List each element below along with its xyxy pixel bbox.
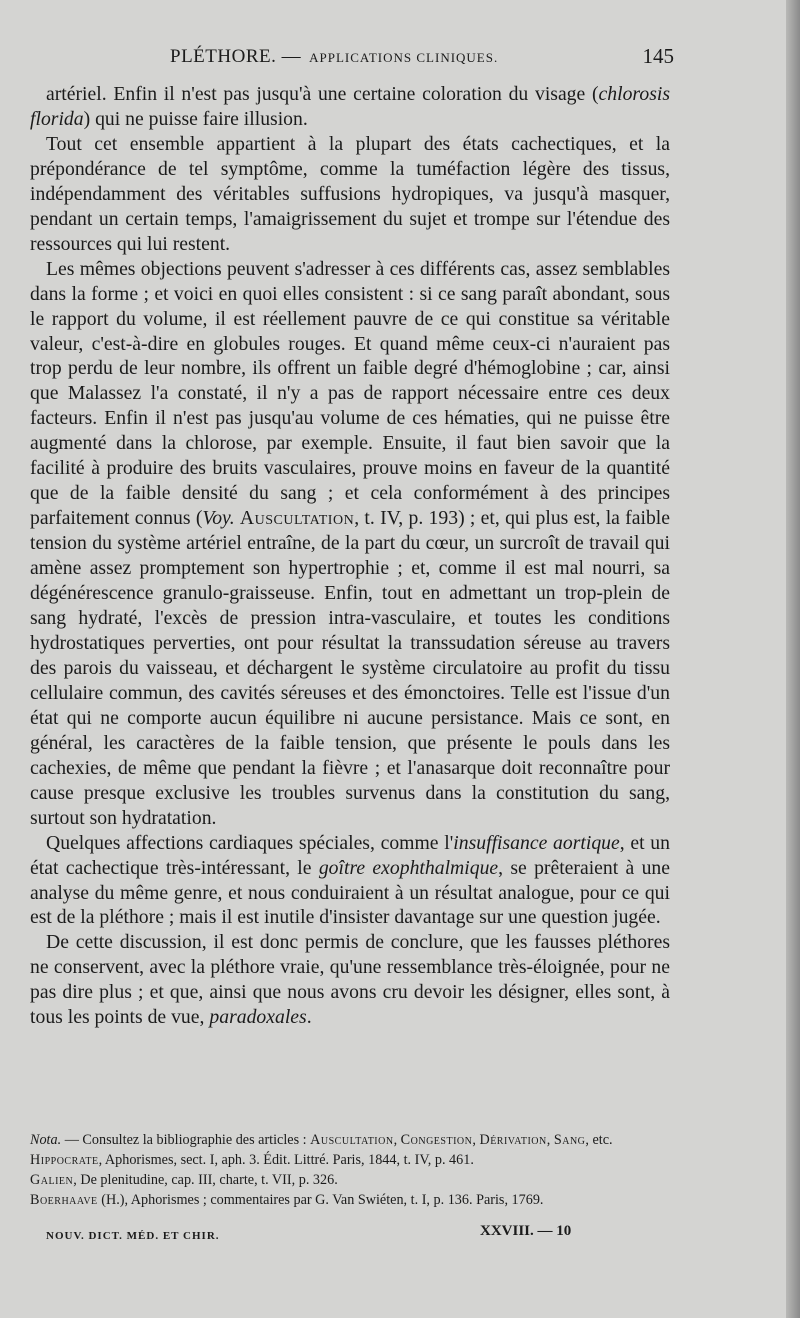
running-head [170, 46, 670, 68]
text-run: Les mêmes objections peuvent s'adresser à ces différents cas, assez semblables dans la forme ; et voici en quoi elles consistent : si ce sang paraît abondant, sous le rapport du volume, il est réellement pauvre de ce qui constitue sa véritable valeur, c'est-à-dire en globules rouges. Et quand même ceux-ci n'auraient pas trop perdu de leur nombre, ils offrent un faible degré d'hémoglobine ; car, ainsi que Malassez l'a constaté, il n'y a pas de rapport nécessaire entre ces deux facteurs. Enfin il n'est pas jusqu'au volume de ces hématies, qui ne puisse être augmenté dans la chlorose, par exemple. Ensuite, il faut bien savoir que la facilité à produire des bruits vasculaires, prouve moins en faveur de la quantité que de la faible densité du sang ; et cela conformément à des principes parfaitement connus ( [30, 257, 670, 530]
page-edge [786, 0, 800, 1318]
note-line [30, 1150, 670, 1170]
small-caps-text: Auscultation [310, 1132, 394, 1148]
paragraph [30, 930, 670, 1030]
text-run: , et un état cachectique très-intéressant, le [30, 831, 670, 879]
signature-left: NOUV. DICT. MÉD. ET CHIR. [46, 1230, 220, 1242]
text-run: , Aphorismes, sect. I, aph. 3. Édit. Littré. Paris, 1844, t. IV, p. 461. [98, 1152, 474, 1168]
running-subtitle: APPLICATIONS CLINIQUES. [309, 50, 499, 65]
bibliography-notes [30, 1130, 670, 1210]
small-caps-text: Dérivation [479, 1132, 547, 1148]
text-run: , t. VII, p. 326. [254, 1172, 338, 1188]
italic-text: goître exophthalmique [318, 856, 499, 879]
small-caps-text: Auscultation [239, 507, 355, 530]
page-number: 145 [642, 44, 674, 68]
text-run: , se prêteraient à une analyse du même genre, et nous conduiraient à un résultat analogue, pour ce qui est de la pléthore ; mais il est inutile d'insister davantage sur une question jugée. [30, 856, 670, 929]
paragraph [30, 257, 670, 831]
text-run: , [546, 1132, 554, 1148]
note-line [30, 1130, 670, 1150]
small-caps-text: Congestion [400, 1132, 473, 1148]
signature-right: XXVIII. — 10 [480, 1223, 572, 1239]
text-run: , [472, 1132, 480, 1148]
paragraph [30, 132, 670, 257]
text-run: , t. IV, p. 193) ; et, qui plus est, la faible tension du système artériel entraîne, de la part du cœur, un surcroît de travail qui amène assez promptement son hypertrophie ; et, comme il est mal nourri, sa dégénérescence granulo-graisseuse. Enfin, tout en admettant un trop-plein de sang hydraté, l'excès de pression intra-vasculaire, et toutes les conditions hydrostatiques perverties, ont pour résultat la transsudation séreuse au travers des parois du vaisseau, et déchargent le système circulatoire au profit du tissu cellulaire commun, des cavités séreuses et des émonctoires. Telle est l'issue d'un état qui ne comporte aucun équilibre ni aucune persistance. Mais ce sont, en général, les caractères de la faible tension, que présente le pouls dans les cachexies, de même que pendant la fièvre ; et l'anasarque doit reconnaître pour cause presque exclusive les troubles survenus dans la constitution du sang, surtout son hydratation. [30, 507, 670, 829]
running-title: PLÉTHORE. — [170, 46, 302, 67]
italic-text: chlorosis florida [30, 83, 670, 130]
text-run: , etc. [585, 1132, 613, 1148]
paragraph [30, 831, 670, 931]
italic-text: paradoxales [209, 1006, 307, 1029]
text-run: Tout cet ensemble appartient à la plupart des états cachectiques, et la prépondérance de tel symptôme, comme la tuméfaction légère des tissus, indépendamment des véritables suffusions hydropiques, va jusqu'à masquer, pendant un certain temps, l'amaigrissement du sujet et trompe sur l'étendue des ressources qui lui restent. [30, 132, 670, 255]
text-run: De cette discussion, il est donc permis de conclure, que les fausses pléthores ne conservent, avec la pléthore vraie, qu'une ressemblance très-éloignée, pour ne pas dire plus ; et que, ainsi que nous avons cru devoir les désigner, elles sont, à tous les points de vue, [30, 931, 670, 1029]
paragraph [30, 82, 670, 132]
text-run: Quelques affections cardiaques spéciales, comme l' [46, 831, 454, 854]
italic-text: insuffisance aortique [453, 831, 620, 854]
italic-text: Nota. [30, 1132, 62, 1148]
small-caps-text: Boerhaave [30, 1192, 98, 1208]
printer-signature [46, 1223, 606, 1244]
text-run: (H.), Aphorismes ; commentaires par G. Van Swiéten, t. I, p. 136. Paris, 1769. [97, 1192, 544, 1208]
text-run: , [393, 1132, 401, 1148]
italic-text: Voy. [202, 507, 235, 530]
small-caps-text: Galien [30, 1172, 74, 1188]
text-run: , De plenitudine, cap. III, charte [73, 1172, 255, 1188]
small-caps-text: Sang [553, 1132, 586, 1148]
body-text [30, 82, 670, 1030]
note-line [30, 1170, 670, 1190]
text-run: artériel. Enfin il n'est pas jusqu'à une certaine coloration du visage ( [46, 83, 599, 105]
small-caps-text: Hippocrate [30, 1152, 99, 1168]
text-run: — Consultez la bibliographie des articles : [61, 1132, 311, 1148]
text-run: . [306, 1006, 312, 1029]
text-run: ) qui ne puisse faire illusion. [83, 107, 308, 130]
note-line [30, 1190, 670, 1210]
